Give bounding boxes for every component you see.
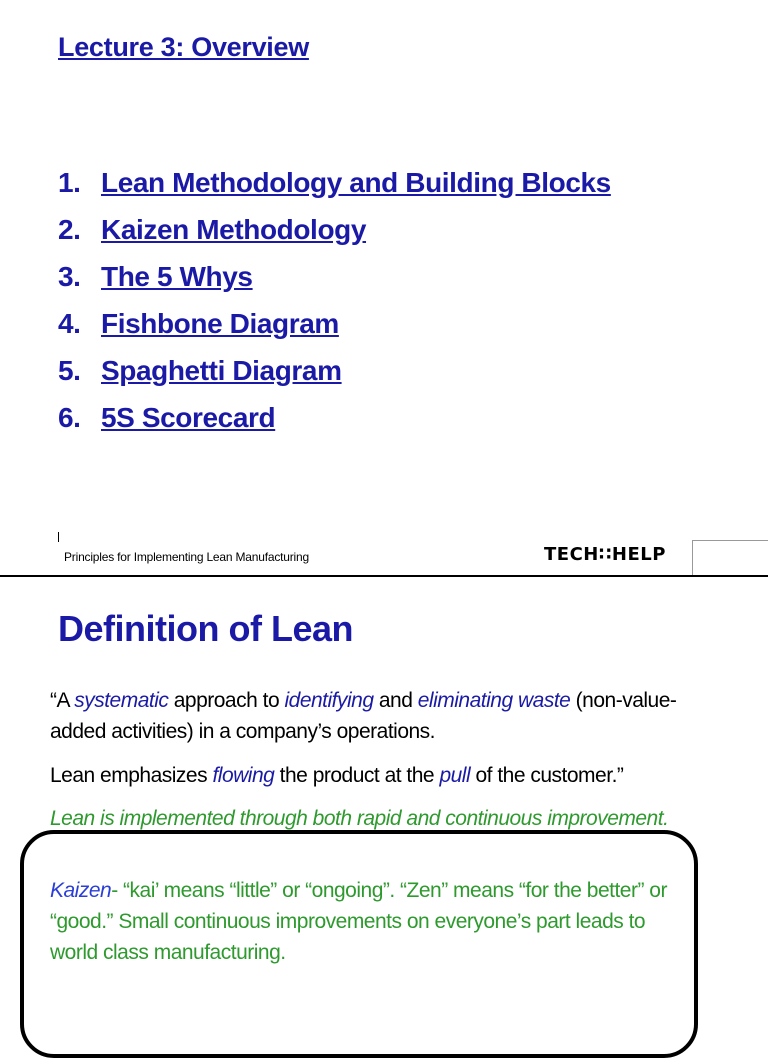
emphasis-eliminating-waste: eliminating waste — [417, 689, 571, 712]
list-item-number: 1. — [58, 167, 81, 198]
overview-title: Lecture 3: Overview — [58, 32, 309, 62]
topic-list — [58, 164, 611, 446]
emphasis-pull: pull — [439, 764, 471, 787]
footer-box — [692, 540, 768, 575]
text-run: (non-value-added activities) in a company’s operations. — [50, 689, 677, 743]
text-run: Lean emphasizes — [50, 764, 213, 787]
footer-tick-mark — [58, 532, 59, 542]
footer-caption: Principles for Implementing Lean Manufacturing — [64, 550, 309, 564]
emphasis-flowing: flowing — [212, 764, 275, 787]
techhelp-logo: TECH∷HELP — [544, 544, 666, 565]
list-item[interactable] — [58, 399, 611, 446]
list-item-number: 4. — [58, 308, 81, 339]
list-item[interactable] — [58, 352, 611, 399]
definition-title: Definition of Lean — [58, 608, 353, 649]
kaizen-definition — [50, 875, 670, 968]
list-item[interactable] — [58, 258, 611, 305]
list-item-link[interactable]: Lean Methodology and Building Blocks — [101, 167, 611, 198]
emphasis-identifying: identifying — [284, 689, 374, 712]
list-item-link[interactable]: Spaghetti Diagram — [101, 355, 342, 386]
implementation-note: Lean is implemented through both rapid and continuous improvement. — [50, 807, 669, 830]
list-item-link[interactable]: Fishbone Diagram — [101, 308, 339, 339]
list-item-number: 6. — [58, 402, 81, 433]
text-run: approach to — [168, 689, 285, 712]
definition-slide — [0, 577, 768, 1024]
emphasis-paragraph — [50, 760, 730, 791]
list-item-number: 3. — [58, 261, 81, 292]
list-item[interactable] — [58, 211, 611, 258]
list-item-link[interactable]: Kaizen Methodology — [101, 214, 367, 245]
kaizen-term: Kaizen — [50, 879, 112, 902]
text-run: the product at the — [274, 764, 440, 787]
text-run: “A — [50, 689, 75, 712]
emphasis-systematic: systematic — [74, 689, 169, 712]
text-run: and — [373, 689, 418, 712]
list-item[interactable] — [58, 164, 611, 211]
kaizen-explanation: - “kai’ means “little” or “ongoing”. “Zen” means “for the better” or “good.” Small continuous improvements on everyone’s part leads to world class manufacturing. — [50, 879, 667, 964]
text-run: of the customer.” — [470, 764, 624, 787]
list-item-link[interactable]: 5S Scorecard — [101, 402, 276, 433]
list-item[interactable] — [58, 305, 611, 352]
list-item-link[interactable]: The 5 Whys — [101, 261, 253, 292]
definition-paragraph — [50, 685, 690, 747]
list-item-number: 2. — [58, 214, 81, 245]
list-item-number: 5. — [58, 355, 81, 386]
